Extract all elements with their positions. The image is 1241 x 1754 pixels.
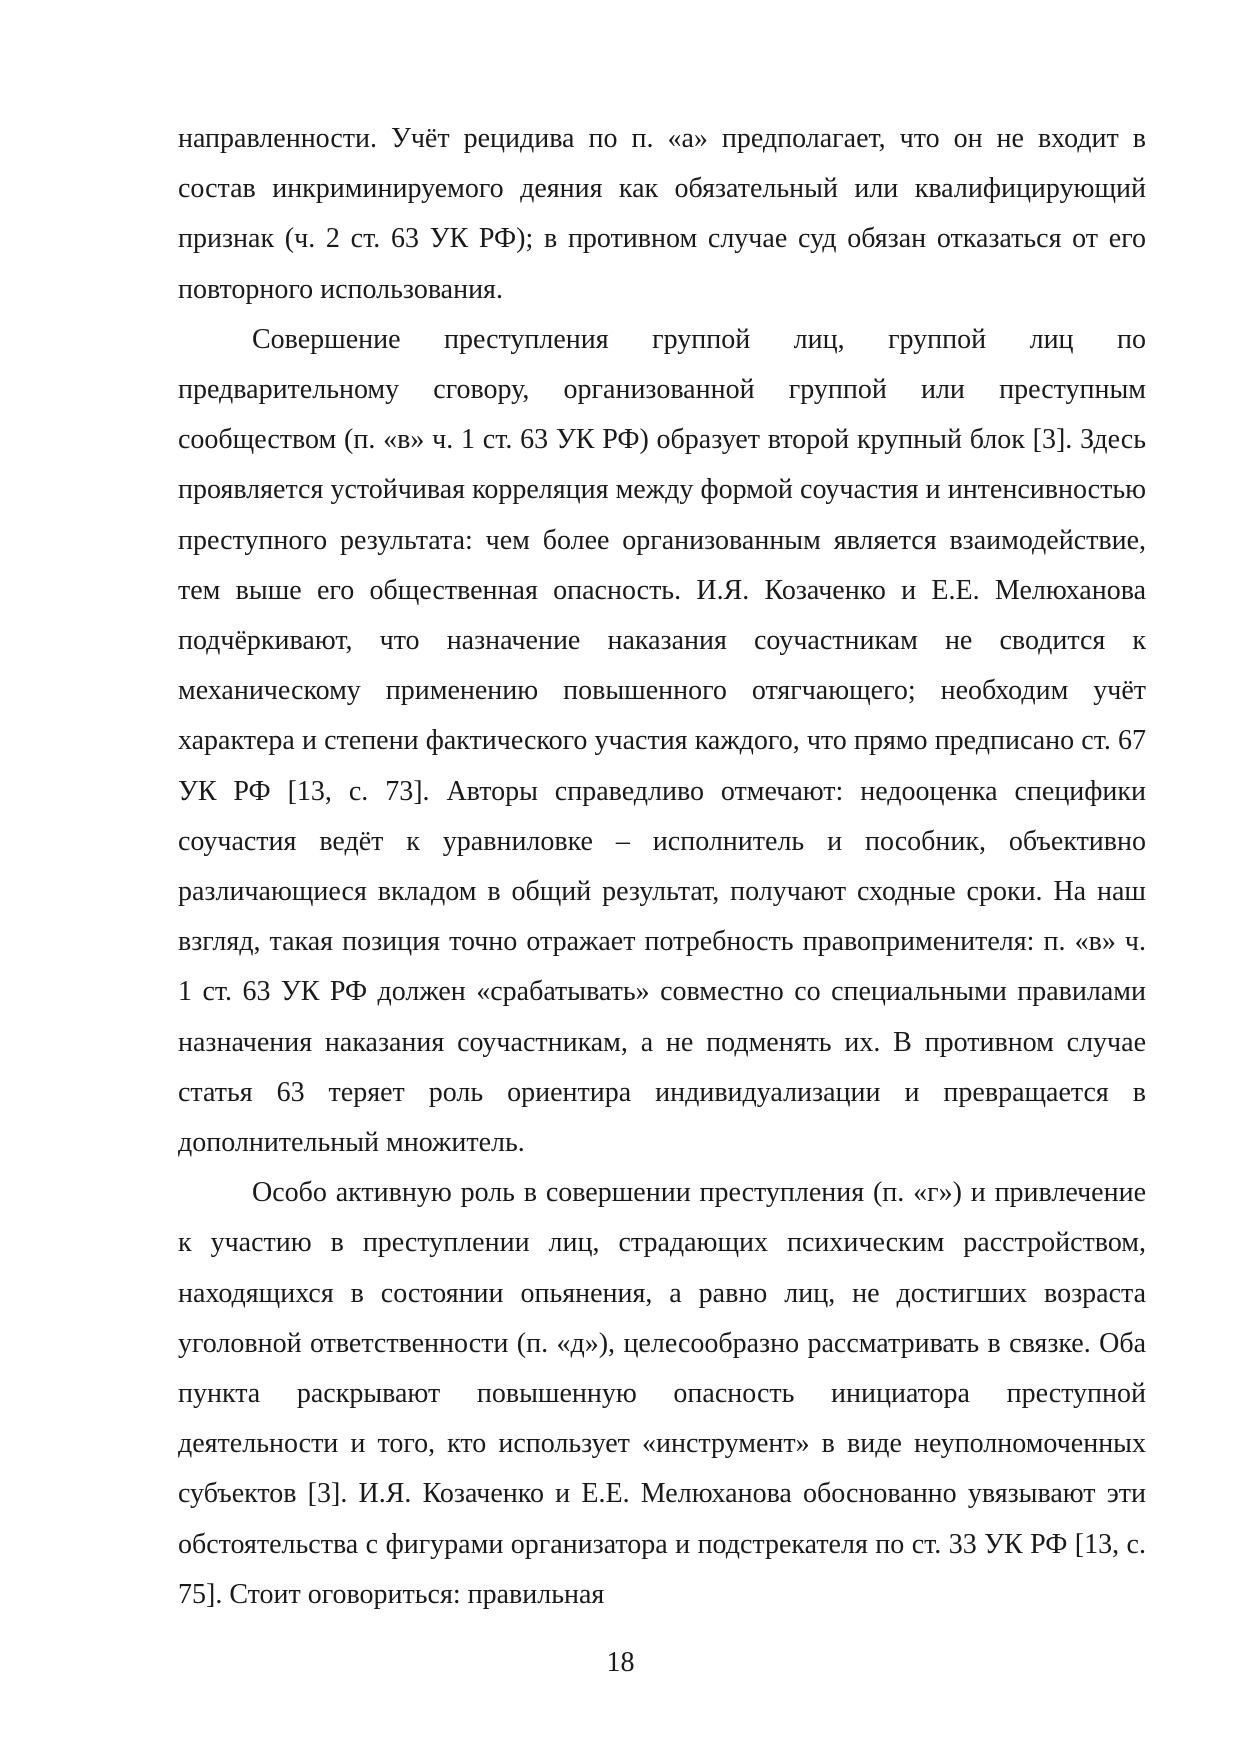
paragraph-2: Совершение преступления группой лиц, группой лиц по предварительному сговору, организованной группой или преступным сообществом (п. «в» ч. 1 ст. 63 УК РФ) образует второй крупный блок [3]. Здесь проявляется устойчивая корреляция между формой соучастия и интенсивностью преступного результата: чем более организованным является взаимодействие, тем выше его общественная опасность. И.Я. Козаченко и Е.Е. Мелюханова подчёркивают, что назначение наказания соучастникам не сводится к механическому применению повышенного отягчающего; необходим учёт характера и степени фактического участия каждого, что прямо предписано ст. 67 УК РФ [13, с. 73]. Авторы справедливо отмечают: недооценка специфики соучастия ведёт к уравниловке – исполнитель и пособник, объективно различающиеся вкладом в общий результат, получают сходные сроки. На наш взгляд, такая позиция точно отражает потребность правоприменителя: п. «в» ч. 1 ст. 63 УК РФ должен «срабатывать» совместно со специальными правилами назначения наказания соучастникам, а не подменять их. В противном случае статья 63 теряет роль ориентира индивидуализации и превращается в дополнительный множитель. (178, 323, 1146, 1159)
body-text (178, 114, 1146, 1620)
paragraph-3: Особо активную роль в совершении преступления (п. «г») и привлечение к участию в преступлении лиц, страдающих психическим расстройством, находящихся в состоянии опьянения, а равно лиц, не достигших возраста уголовной ответственности (п. «д»), целесообразно рассматривать в связке. Оба пункта раскрывают повышенную опасность инициатора преступной деятельности и того, кто использует «инструмент» в виде неуполномоченных субъектов [3]. И.Я. Козаченко и Е.Е. Мелюханова обоснованно увязывают эти обстоятельства с фигурами организатора и подстрекателя по ст. 33 УК РФ [13, с. 75]. Стоит оговориться: правильная (178, 1177, 1146, 1610)
page-number: 18 (606, 1647, 635, 1678)
paragraph-1: направленности. Учёт рецидива по п. «а» предполагает, что он не входит в состав инкриминируемого деяния как обязательный или квалифицирующий признак (ч. 2 ст. 63 УК РФ); в противном случае суд обязан отказаться от его повторного использования. (178, 123, 1146, 305)
